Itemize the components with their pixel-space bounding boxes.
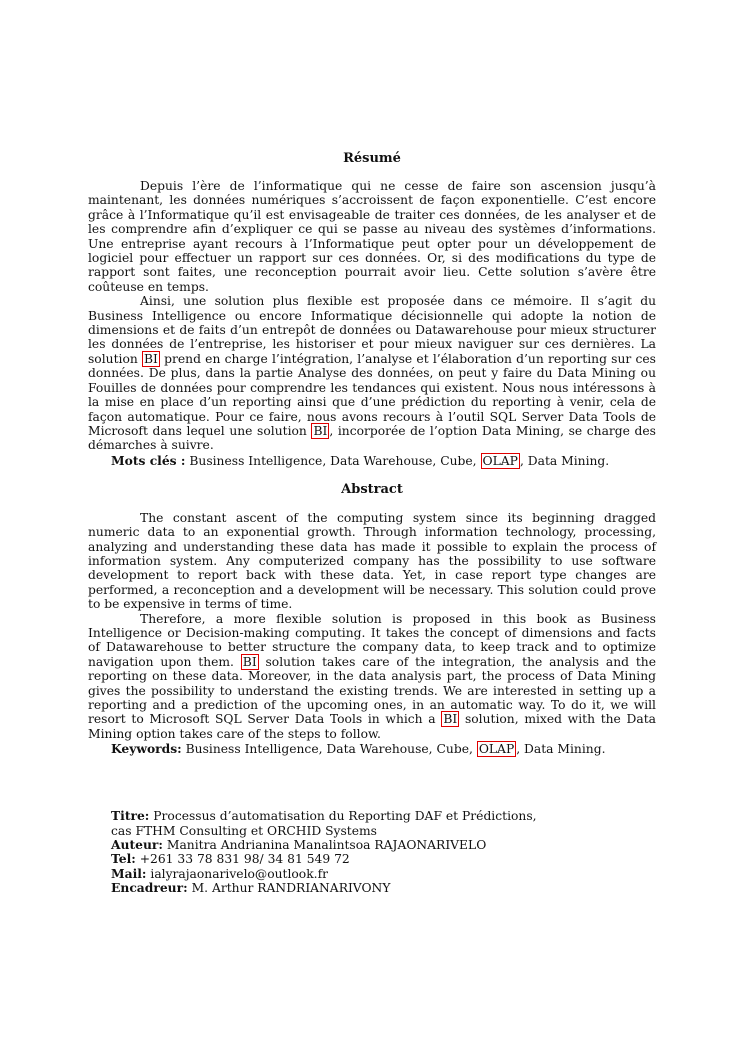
resume-keywords-text-a: Business Intelligence, Data Warehouse, Cube, — [189, 453, 477, 468]
titre-line — [111, 809, 656, 823]
abstract-paragraph-2 — [88, 612, 656, 742]
abstract-heading: Abstract — [341, 481, 403, 497]
resume-p2-text-a: Ainsi, une solution plus flexible est proposée dans ce mémoire. Il s’agit du Business Intelligence ou encore Informatique décisionnelle qui adopte la notion de dimensions et de faits d’un entrepôt de données ou Datawarehouse pour mieux structurer les données de l’entreprise, les historiser et pour mieux naviguer sur ces dernières. La solution — [88, 294, 656, 366]
resume-paragraph-2 — [88, 294, 656, 452]
encadreur-line — [111, 881, 656, 895]
titre-value-line1: Processus d’automatisation du Reporting DAF et Prédictions, — [153, 809, 537, 824]
olap-acronym-link[interactable]: OLAP — [478, 742, 515, 757]
abstract-keywords-label: Keywords: — [111, 741, 182, 757]
bi-acronym-link[interactable]: BI — [242, 654, 257, 669]
resume-p2-text-b: prend en charge l’intégration, l’analyse et l’élaboration d’un reporting sur ces données. De plus, dans la partie Analyse des données, on peut y faire du Data Mining ou Fouilles de données pour comprendre les tendances qui existent. Nous nous intéressons à la mise en place d’un reporting ainsi que d’une prédiction du reporting à venir, cela de façon automatique. Pour ce faire, nous avons recours à l’outil SQL Server Data Tools de Microsoft dans lequel une solution — [88, 351, 656, 438]
resume-keywords-text-b: , Data Mining. — [519, 453, 610, 468]
mail-value: ialyrajaonarivelo@outlook.fr — [150, 866, 329, 881]
tel-line — [111, 852, 656, 866]
encadreur-label: Encadreur: — [111, 880, 188, 896]
abstract-keywords — [111, 741, 656, 757]
resume-p2-text-c: , incorporée de l’option Data Mining, se charge des démarches à suivre. — [88, 423, 656, 453]
auteur-line — [111, 838, 656, 852]
encadreur-value: M. Arthur RANDRIANARIVONY — [191, 881, 391, 896]
document-page — [88, 150, 656, 896]
auteur-label: Auteur: — [111, 837, 163, 853]
bi-acronym-link[interactable]: BI — [144, 351, 158, 366]
resume-keywords — [111, 453, 656, 469]
resume-heading: Résumé — [343, 151, 401, 166]
olap-acronym-link[interactable]: OLAP — [482, 453, 518, 468]
abstract-p2-text-a: Therefore, a more flexible solution is proposed in this book as Business Intelligence or Decision-making computing. It takes the concept of dimensions and facts of Datawarehouse to better structure the company data, to keep track and to optimize navigation upon them. — [88, 611, 656, 669]
tel-value: +261 33 78 831 98/ 34 81 549 72 — [139, 852, 350, 867]
titre-label: Titre: — [111, 808, 150, 824]
mail-line — [111, 867, 656, 881]
abstract-keywords-text-b: , Data Mining. — [516, 742, 606, 757]
abstract-paragraph-1 — [88, 511, 656, 612]
bi-acronym-link[interactable]: BI — [313, 423, 328, 438]
resume-keywords-label: Mots clés : — [111, 452, 186, 468]
auteur-value: Manitra Andrianina Manalintsoa RAJAONARIVELO — [166, 838, 487, 853]
thesis-info-block — [111, 809, 656, 895]
resume-paragraph-1 — [88, 179, 656, 294]
abstract-p1-text: The constant ascent of the computing system since its beginning dragged numeric data to an exponential growth. Through information technology, processing, analyzing and understanding these data has made it possible to explain the process of information system. Any computerized company has the possibility to use software development to report back with these data. Yet, in case report type changes are performed, a reconception and a development will be necessary. This solution could prove to be expensive in terms of time. — [88, 510, 656, 612]
bi-acronym-link[interactable]: BI — [443, 712, 458, 727]
abstract-p2-text-b: solution takes care of the integration, the analysis and the reporting on these data. Moreover, in the data analysis part, the process of Data Mining gives the possibility to understand the existing trends. We are interested in setting up a reporting and a prediction of the upcoming ones, in an automatic way. To do it, we will resort to Microsoft SQL Server Data Tools in which a — [88, 654, 656, 727]
abstract-keywords-text-a: Business Intelligence, Data Warehouse, Cube, — [185, 742, 473, 757]
resume-p1-text: Depuis l’ère de l’informatique qui ne cesse de faire son ascension jusqu’à maintenant, les données numériques s’accroissent de façon exponentielle. C’est encore grâce à l’Informatique qu’il est envisageable de traiter ces données, de les analyser et de les comprendre afin d’expliquer ce qui se passe au niveau des systèmes d’informations. Une entreprise ayant recours à l’Informatique peut opter pour un développement de logiciel pour effectuer un rapport sur ces données. Or, si des modifications du type de rapport sont faites, une reconception pourrait avoir lieu. Cette solution s’avère être coûteuse en temps. — [88, 179, 656, 294]
tel-label: Tel: — [111, 851, 136, 867]
titre-value-line2: cas FTHM Consulting et ORCHID Systems — [111, 823, 377, 838]
abstract-p2-text-c: solution, mixed with the Data Mining option takes care of the steps to follow. — [88, 712, 656, 741]
mail-label: Mail: — [111, 865, 147, 881]
